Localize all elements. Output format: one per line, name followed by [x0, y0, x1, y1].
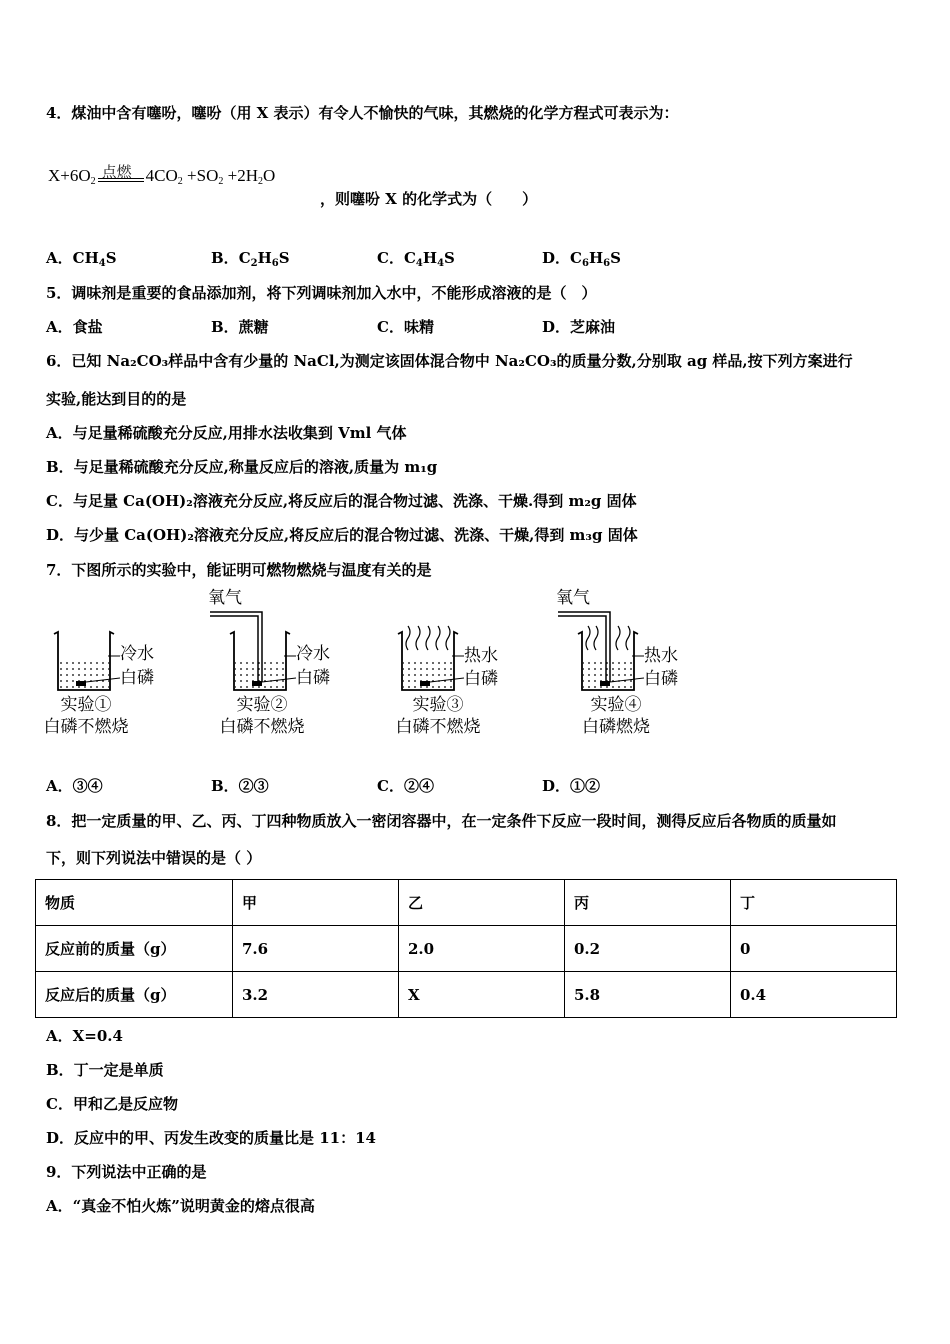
q8-stem-line2: 下，则下列说法中错误的是（ ）: [46, 849, 262, 867]
exp1-title: 实验①: [60, 695, 112, 715]
table-cell: 5.8: [565, 972, 731, 1018]
q5-option-b: B．蔗糖: [211, 318, 269, 336]
exp1-result: 白磷不燃烧: [43, 717, 129, 737]
exp4-title: 实验④: [590, 695, 642, 715]
beaker-1: [54, 632, 120, 690]
q4-option-c: C．$C_4H_4S$: [377, 249, 455, 269]
reaction-arrow: [98, 167, 144, 187]
q6-option-d: D．与少量 Ca(OH)₂溶液充分反应,将反应后的混合物过滤、洗涤、干燥,得到 m₃g 固体: [46, 526, 638, 544]
q4-equation: $X+6O_2$ 点燃 $4CO_2 +SO_2 +2H_2O$: [48, 166, 275, 187]
table-cell: 反应前的质量（g）: [36, 926, 233, 972]
beaker-2: [210, 612, 296, 690]
table-cell: 7.6: [233, 926, 399, 972]
q7-option-b: B．②③: [211, 777, 269, 795]
table-cell: 丁: [731, 880, 897, 926]
exp4-result: 白磷燃烧: [582, 717, 650, 737]
q8-option-d: D．反应中的甲、丙发生改变的质量比是 11：14: [46, 1129, 376, 1147]
q7-option-a: A．③④: [46, 777, 103, 795]
q9-option-a: A．“真金不怕火炼”说明黄金的熔点很高: [46, 1197, 315, 1215]
q4-option-a: A．$CH_4S$: [46, 249, 117, 269]
label-white-p-3: 白磷: [464, 669, 498, 689]
table-header-row: [36, 880, 897, 926]
label-hot-water-3: 热水: [464, 646, 498, 666]
q7-stem: 7．下图所示的实验中，能证明可燃物燃烧与温度有关的是: [46, 561, 432, 579]
table-cell: 乙: [399, 880, 565, 926]
table-cell: 反应后的质量（g）: [36, 972, 233, 1018]
q6-option-a: A．与足量稀硫酸充分反应,用排水法收集到 Vml 气体: [46, 424, 407, 442]
table-cell: 甲: [233, 880, 399, 926]
q5-option-a: A．食盐: [46, 318, 103, 336]
q6-stem-line1: 6．已知 Na₂CO₃样品中含有少量的 NaCl,为测定该固体混合物中 Na₂CO₃的质量分数,分别取 ag 样品,按下列方案进行: [46, 352, 853, 370]
q4-equation-tail: ，则噻吩 X 的化学式为（ ）: [320, 190, 538, 208]
q8-option-c: C．甲和乙是反应物: [46, 1095, 178, 1113]
table-cell: 2.0: [399, 926, 565, 972]
label-hot-water-4: 热水: [644, 646, 678, 666]
exp2-result: 白磷不燃烧: [219, 717, 305, 737]
q7-option-c: C．②④: [377, 777, 434, 795]
table-cell: 3.2: [233, 972, 399, 1018]
label-oxygen-4: 氧气: [556, 588, 590, 608]
q8-option-b: B．丁一定是单质: [46, 1061, 164, 1079]
table-cell: 物质: [36, 880, 233, 926]
table-cell: X: [399, 972, 565, 1018]
table-cell: 0.4: [731, 972, 897, 1018]
q6-option-b: B．与足量稀硫酸充分反应,称量反应后的溶液,质量为 m₁g: [46, 458, 438, 476]
table-cell: 0: [731, 926, 897, 972]
label-cold-water-2: 冷水: [296, 644, 330, 664]
table-cell: 0.2: [565, 926, 731, 972]
reaction-condition: 点燃: [101, 165, 132, 182]
q9-stem: 9．下列说法中正确的是: [46, 1163, 207, 1181]
label-white-p-1: 白磷: [120, 668, 154, 688]
beaker-4: [558, 612, 644, 690]
q4-option-b: B．$C_2H_6S$: [211, 249, 290, 269]
label-white-p-4: 白磷: [644, 669, 678, 689]
beaker-3: [398, 626, 464, 690]
q5-option-d: D．芝麻油: [542, 318, 616, 336]
q7-option-d: D．①②: [542, 777, 601, 795]
exp3-title: 实验③: [412, 695, 464, 715]
q8-mass-table: [35, 879, 897, 1018]
q5-stem: 5．调味剂是重要的食品添加剂，将下列调味剂加入水中，不能形成溶液的是（ ）: [46, 284, 597, 302]
label-white-p-2: 白磷: [296, 668, 330, 688]
q7-experiment-figure: [40, 588, 740, 748]
label-cold-water-1: 冷水: [120, 644, 154, 664]
q8-stem-line1: 8．把一定质量的甲、乙、丙、丁四种物质放入一密闭容器中，在一定条件下反应一段时间，测得反应后各物质的质量如: [46, 812, 837, 830]
q6-stem-line2: 实验,能达到目的的是: [46, 390, 187, 408]
table-row: [36, 972, 897, 1018]
label-oxygen-2: 氧气: [208, 588, 242, 608]
q8-option-a: A．X=0.4: [46, 1027, 123, 1045]
q4-option-d: D．$C_6H_6S$: [542, 249, 621, 269]
exp2-title: 实验②: [236, 695, 288, 715]
table-row: [36, 926, 897, 972]
q5-option-c: C．味精: [377, 318, 434, 336]
table-cell: 丙: [565, 880, 731, 926]
q6-option-c: C．与足量 Ca(OH)₂溶液充分反应,将反应后的混合物过滤、洗涤、干燥.得到 m₂g 固体: [46, 492, 637, 510]
q4-stem: 4．煤油中含有噻吩，噻吩（用 X 表示）有令人不愉快的气味，其燃烧的化学方程式可表示为：: [46, 104, 679, 122]
exp3-result: 白磷不燃烧: [395, 717, 481, 737]
